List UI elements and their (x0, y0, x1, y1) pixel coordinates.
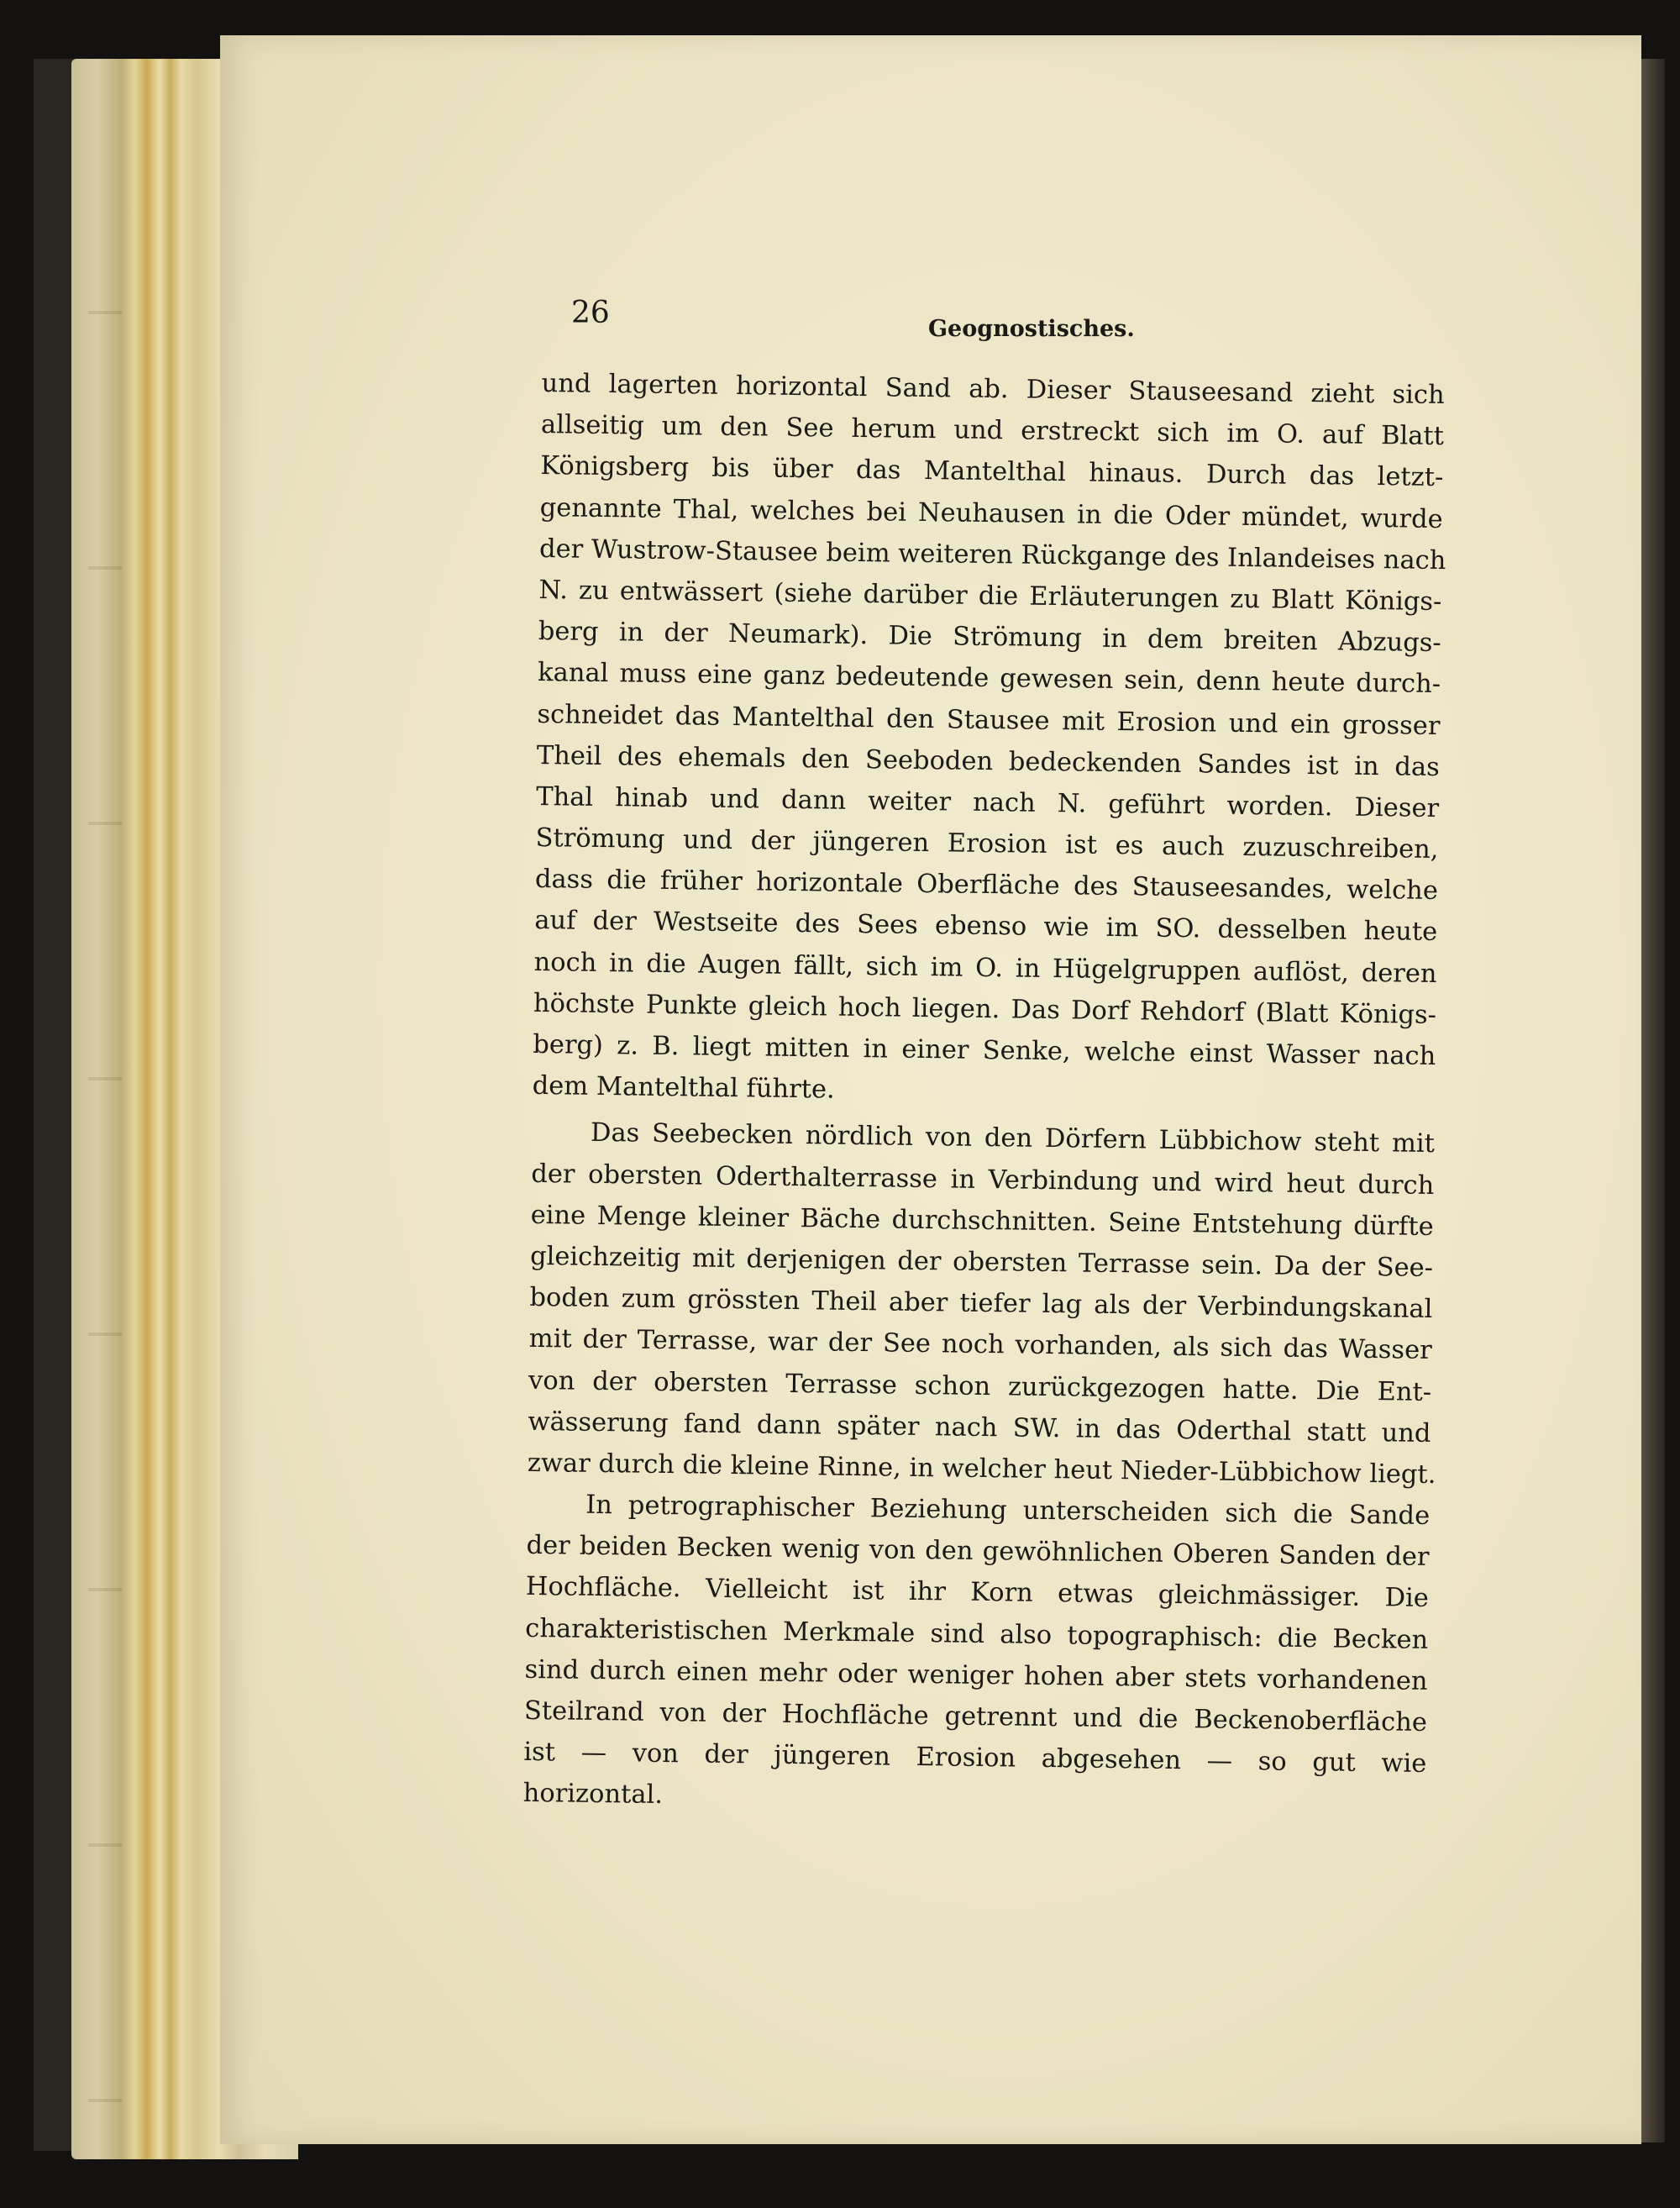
text-line: berg in der Neumark). Die Strömung in dem breiten Abzugs- (538, 617, 1441, 659)
text-line: ist — von der jüngeren Erosion abgesehen — so gut wie (523, 1737, 1427, 1780)
text-line: und lagerten horizontal Sand ab. Dieser Stauseesand zieht sich (541, 368, 1445, 411)
text-line: auf der Westseite des Sees ebenso wie im SO. desselben heute (534, 906, 1438, 948)
body-text (522, 363, 1445, 1826)
paragraph (532, 363, 1444, 1118)
text-line: der Wustrow-Stausee beim weiteren Rückgange des Inlandeises nach (538, 534, 1446, 576)
text-line: Hochfläche. Vielleicht ist ihr Korn etwas gleichmässiger. Die (525, 1572, 1430, 1614)
text-line: Theil des ehemals den Seeboden bedeckenden Sandes ist in das (536, 740, 1441, 782)
paragraph (522, 1484, 1430, 1827)
text-line: dem Mantelthal führte. (532, 1071, 835, 1105)
text-line: Steilrand von der Hochfläche getrennt und die Beckenoberfläche (523, 1695, 1428, 1737)
text-line: wässerung fand dann später nach SW. in das Oderthal statt und (528, 1406, 1431, 1448)
text-line: der obersten Oderthalterrasse in Verbindung und wird heut durch (531, 1159, 1435, 1201)
text-line: berg) z. B. liegt mitten in einer Senke, welche einst Wasser nach (533, 1029, 1436, 1072)
text-line: horizontal. (522, 1779, 664, 1811)
text-line: der beiden Becken wenig von den gewöhnlichen Oberen Sanden der (526, 1531, 1430, 1573)
text-line: sind durch einen mehr oder weniger hohen aber stets vorhandenen (524, 1654, 1428, 1696)
text-line: boden zum grössten Theil aber tiefer lag als der Verbindungskanal (529, 1283, 1433, 1325)
text-line: dass die früher horizontale Oberfläche des Stauseesandes, welche (534, 865, 1439, 907)
text-line: Thal hinab und dann weiter nach N. geführt worden. Dieser (536, 781, 1440, 823)
text-line: Das Seebecken nördlich von den Dörfern Lübbichow steht mit (590, 1118, 1436, 1159)
running-head: Geognostisches. (928, 316, 1135, 342)
text-line: genannte Thal, welches bei Neuhausen in die Oder mündet, wurde (539, 492, 1443, 534)
text-line: charakteristischen Merkmale sind also topographisch: die Becken (525, 1613, 1429, 1655)
text-line: eine Menge kleiner Bäche durchschnitten. Seine Entstehung dürfte (530, 1200, 1434, 1242)
text-line: Strömung und der jüngeren Erosion ist es auch zuzuschreiben, (535, 823, 1439, 865)
text-line: Königsberg bis über das Mantelthal hinaus. Durch das letzt- (540, 451, 1444, 493)
text-line: von der obersten Terrasse schon zurückgezogen hatte. Die Ent- (528, 1365, 1432, 1407)
text-line: noch in die Augen fällt, sich im O. in Hügelgruppen auflöst, deren (533, 947, 1437, 989)
text-line: schneidet das Mantelthal den Stausee mit Erosion und ein grosser (537, 699, 1441, 741)
paragraph (528, 1112, 1436, 1496)
page-number: 26 (571, 296, 610, 330)
text-line: allseitig um den See herum und erstreckt sich im O. auf Blatt (540, 410, 1445, 452)
text-line: N. zu entwässert (siehe darüber die Erläuterungen zu Blatt Königs- (538, 575, 1442, 617)
text-line: gleichzeitig mit derjenigen der obersten Terrasse sein. Da der See- (529, 1241, 1434, 1283)
text-line: kanal muss eine ganz bedeutende gewesen sein, denn heute durch- (537, 658, 1441, 700)
text-line: zwar durch die kleine Rinne, in welcher heut Nieder-Lübbichow liegt. (527, 1448, 1436, 1490)
text-line: mit der Terrasse, war der See noch vorhanden, als sich das Wasser (528, 1324, 1432, 1366)
text-line: höchste Punkte gleich hoch liegen. Das Dorf Rehdorf (Blatt Königs- (533, 988, 1437, 1030)
text-line: In petrographischer Beziehung unterscheiden sich die Sande (585, 1490, 1431, 1532)
